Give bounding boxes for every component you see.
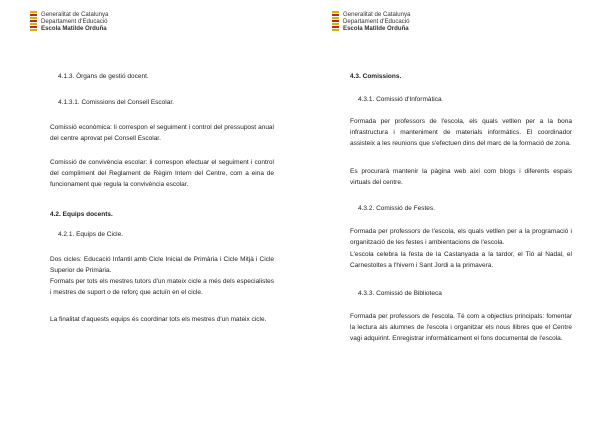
heading-4-2-1: 4.2.1. Equips de Cicle.	[58, 231, 124, 238]
paragraph-formats: Formats per tots els mestres tutors d'un mateix cicle a més dels especialistes i mestres de suport o de reforç que actuïn en el cicle.	[50, 278, 274, 296]
heading-4-3: 4.3. Comissions.	[350, 73, 402, 80]
right-page	[300, 0, 600, 424]
paragraph-procurara: Es procurarà mantenir la pàgina web així com blogs i diferents espais virtuals del centre.	[350, 168, 572, 186]
generalitat-logo-icon	[332, 11, 339, 34]
header-line-1: Generalitat de Catalunya	[41, 11, 109, 18]
paragraph-comissio-economica: Comissió econòmica: li correspon el seguiment i control del pressupost anual del centre aprovat pel Consell Escolar.	[50, 124, 274, 142]
heading-4-1-3-1: 4.1.3.1. Comissions del Consell Escolar.	[58, 99, 174, 106]
header-line-1: Generalitat de Catalunya	[343, 11, 411, 18]
paragraph-dos-cicles: Dos cicles: Educació Infantil amb Cicle Inicial de Primària i Cicle Mitjà i Cicle Superior de Primària.	[50, 256, 274, 274]
paragraph-informatica: Formada per professors de l'escola, els quals vetllen per a la bona infrastructura i manteniment de materials informàtics. El coordinador assisteix a les reunions que s'efectuen dins del marc de la formació de zona.	[350, 118, 572, 147]
paragraph-celebra: L'escola celebra la festa de la Castanyada a la tardor, el Tió al Nadal, el Carnestoltes a l'hivern i Sant Jordi a la primavera.	[350, 251, 572, 269]
paragraph-comissio-convivencia: Comissió de convivència escolar: li correspon efectuar el seguiment i control del compliment del Reglament de Règim Intern del Centre, com a eina de funcionament que regula la convivència escolar.	[50, 159, 274, 188]
header-line-3: Escola Matilde Orduña	[41, 25, 107, 32]
right-content	[350, 0, 572, 424]
heading-4-2: 4.2. Equips docents.	[50, 211, 113, 218]
heading-4-3-2: 4.3.2. Comissió de Festes.	[358, 205, 435, 212]
header-line-3: Escola Matilde Orduña	[343, 25, 409, 32]
paragraph-biblioteca: Formada per professors de l'escola. Té com a objectius principals: fomentar la lectura als alumnes de l'escola i organitzar els nous llibres que el Centre vagi adquirint. Enregistrar informàticament el fons documental de l'escola.	[350, 313, 572, 342]
generalitat-logo-icon	[30, 11, 37, 34]
paragraph-festes: Formada per professors de l'escola, els quals vetllen per a la programació i organització de les festes i ambientacions de l'escola.	[350, 228, 572, 246]
paragraph-finalitat: La finalitat d'aquests equips és coordinar tots els mestres d'un mateix cicle.	[50, 316, 267, 323]
heading-4-3-3: 4.3.3. Comissió de Biblioteca	[358, 290, 442, 297]
heading-4-1-3: 4.1.3. Òrgans de gestió docent.	[58, 73, 149, 80]
heading-4-3-1: 4.3.1. Comissió d'Informàtica	[358, 96, 442, 103]
header-line-2: Departament d'Educació	[41, 18, 108, 25]
left-content	[50, 0, 274, 424]
header-line-2: Departament d'Educació	[343, 18, 410, 25]
